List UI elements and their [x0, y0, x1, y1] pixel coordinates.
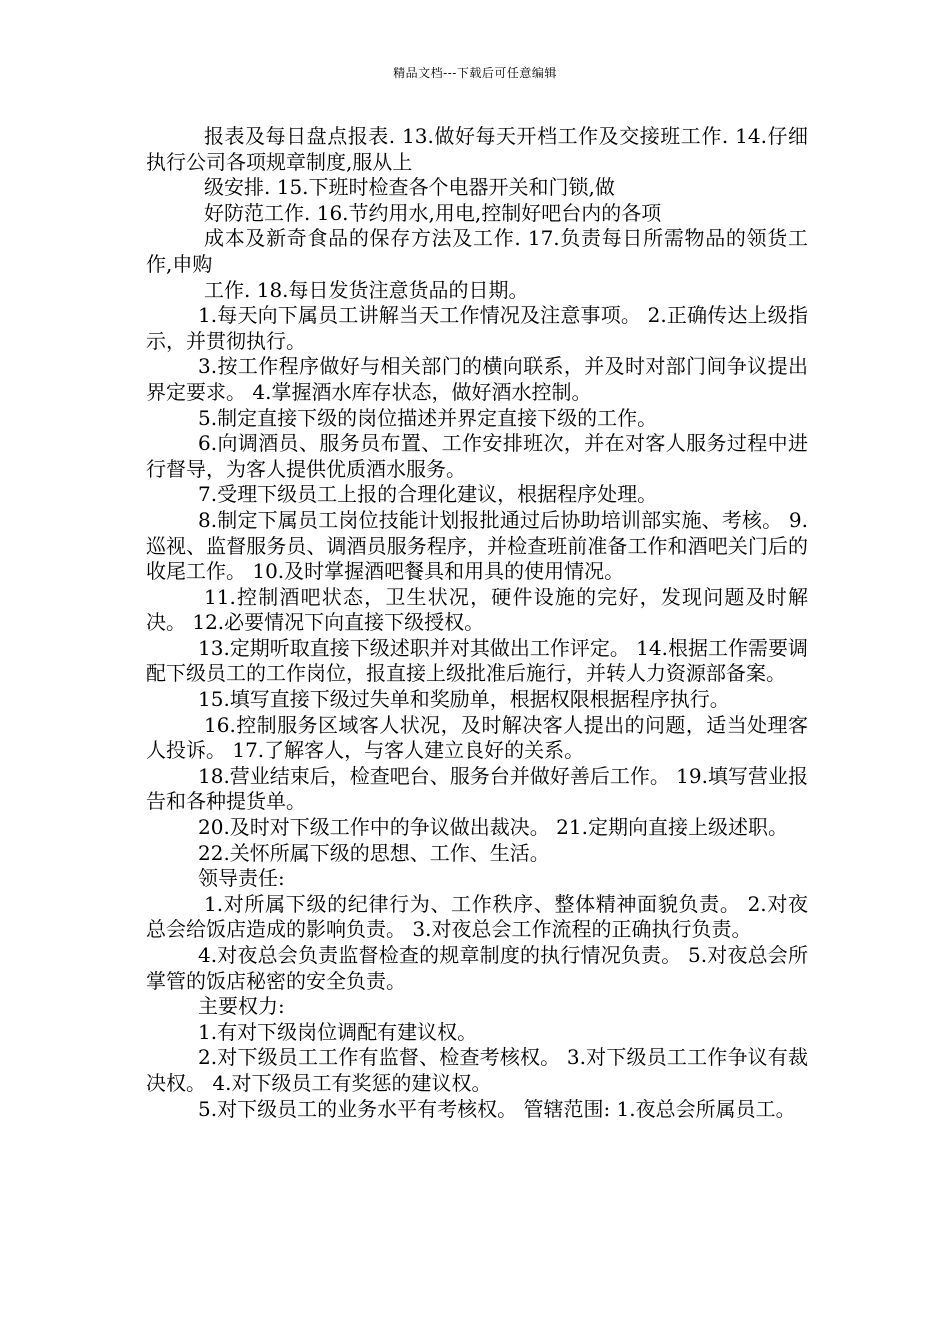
paragraph: 好防范工作. 16.节约用水,用电,控制好吧台内的各项	[204, 200, 662, 225]
paragraph: 5.制定直接下级的岗位描述并界定直接下级的工作。	[198, 405, 658, 430]
document-body	[146, 124, 808, 1122]
paragraph: 5.对下级员工的业务水平有考核权。 管辖范围: 1.夜总会所属员工。	[198, 1096, 796, 1121]
paragraph: 11.控制酒吧状态，卫生状况，硬件设施的完好，发现问题及时解决。 12.必要情况下向直接下级授权。	[146, 584, 808, 635]
section-heading: 主要权力:	[198, 994, 285, 1019]
paragraph: 7.受理下级员工上报的合理化建议，根据程序处理。	[198, 482, 658, 507]
paragraph: 16.控制服务区域客人状况，及时解决客人提出的问题，适当处理客人投诉。 17.了解客人，与客人建立良好的关系。	[146, 712, 808, 763]
paragraph: 报表及每日盘点报表. 13.做好每天开档工作及交接班工作. 14.仔细执行公司各项规章制度,服从上	[146, 124, 808, 174]
paragraph: 8.制定下属员工岗位技能计划报批通过后协助培训部实施、考核。 9.巡视、监督服务员、调酒员服务程序，并检查班前准备工作和酒吧关门后的收尾工作。 10.及时掌握酒吧餐具和用具的使用情况。	[146, 507, 808, 584]
paragraph: 1.每天向下属员工讲解当天工作情况及注意事项。 2.正确传达上级指示，并贯彻执行。	[146, 303, 808, 353]
paragraph: 20.及时对下级工作中的争议做出裁决。 21.定期向直接上级述职。	[198, 815, 788, 840]
paragraph: 1.对所属下级的纪律行为、工作秩序、整体精神面貌负责。 2.对夜总会给饭店造成的影响负责。 3.对夜总会工作流程的正确执行负责。	[146, 891, 808, 942]
paragraph: 18.营业结束后，检查吧台、服务台并做好善后工作。 19.填写营业报告和各种提货单。	[146, 763, 808, 814]
paragraph: 4.对夜总会负责监督检查的规章制度的执行情况负责。 5.对夜总会所掌管的饭店秘密的安全负责。	[146, 943, 808, 993]
paragraph: 2.对下级员工工作有监督、检查考核权。 3.对下级员工工作争议有裁决权。 4.对下级员工有奖惩的建议权。	[146, 1045, 808, 1095]
paragraph: 22.关怀所属下级的思想、工作、生活。	[198, 840, 550, 865]
paragraph: 1.有对下级岗位调配有建议权。	[198, 1019, 478, 1044]
paragraph: 6.向调酒员、服务员布置、工作安排班次，并在对客人服务过程中进行督导，为客人提供优质酒水服务。	[146, 431, 808, 481]
paragraph: 15.填写直接下级过失单和奖励单，根据权限根据程序执行。	[198, 687, 730, 712]
paragraph: 成本及新奇食品的保存方法及工作. 17.负责每日所需物品的领货工作,申购	[146, 226, 808, 276]
page-header: 精品文档---下载后可任意编辑	[393, 66, 557, 80]
paragraph: 级安排. 15.下班时检查各个电器开关和门锁,做	[204, 175, 615, 200]
paragraph: 工作. 18.每日发货注意货品的日期。	[204, 277, 529, 302]
paragraph: 3.按工作程序做好与相关部门的横向联系，并及时对部门间争议提出界定要求。 4.掌握酒水库存状态，做好酒水控制。	[146, 354, 808, 404]
paragraph: 13.定期听取直接下级述职并对其做出工作评定。 14.根据工作需要调配下级员工的工作岗位，报直接上级批准后施行，并转人力资源部备案。	[146, 635, 808, 686]
section-heading: 领导责任:	[198, 866, 285, 891]
